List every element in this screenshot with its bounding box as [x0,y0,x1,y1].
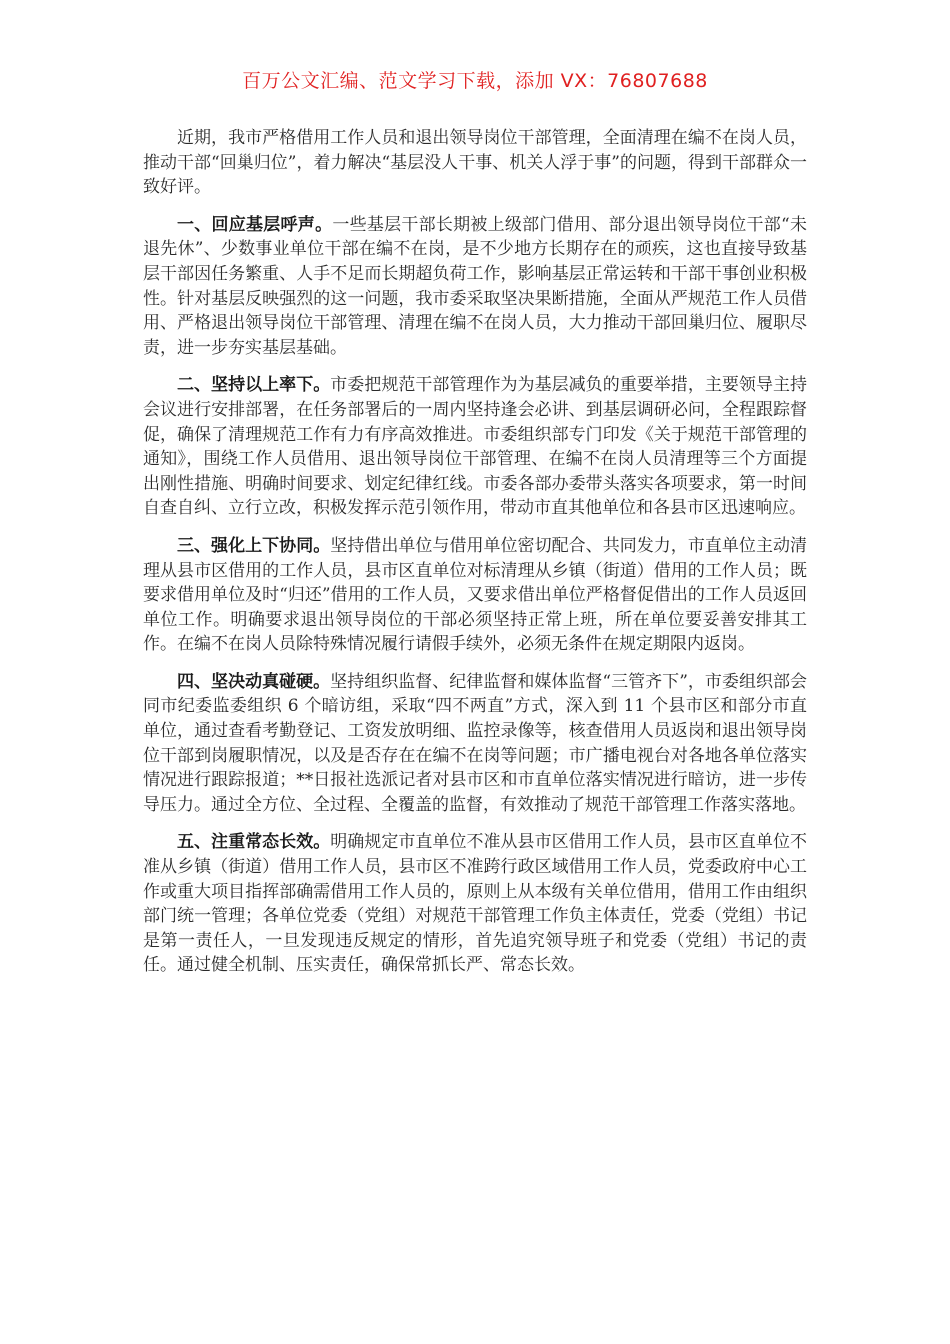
paragraph-heading: 五、注重常态长效。 [177,832,331,853]
header-banner: 百万公文汇编、范文学习下载，添加 VX：76807688 [242,70,708,92]
paragraph-section-1 [143,213,807,361]
paragraph-heading: 一、回应基层呼声。 [177,214,333,235]
paragraph-intro [143,126,807,200]
paragraph-heading: 三、强化上下协同。 [177,535,331,556]
paragraph-section-3 [143,534,807,657]
paragraph-body: 坚持借出单位与借用单位密切配合、共同发力，市直单位主动清理从县市区借用的工作人员，县市区直单位对标清理从乡镇（街道）借用的工作人员；既要求借用单位及时“归还”借用的工作人员，又要求借出单位严格督促借出的工作人员返回单位工作。明确要求退出领导岗位的干部必须坚持正常上班，所在单位要妥善安排其工作。在编不在岗人员除特殊情况履行请假手续外，必须无条件在规定期限内返岗。 [143,535,807,655]
paragraph-section-2 [143,373,807,521]
paragraph-section-4 [143,670,807,818]
paragraph-body: 一些基层干部长期被上级部门借用、部分退出领导岗位干部“未退先休”、少数事业单位干部在编不在岗，是不少地方长期存在的顽疾，这也直接导致基层干部因任务繁重、人手不足而长期超负荷工作，影响基层正常运转和干部干事创业积极性。针对基层反映强烈的这一问题，我市委采取坚决果断措施，全面从严规范工作人员借用、严格退出领导岗位干部管理、清理在编不在岗人员，大力推动干部回巢归位、履职尽责，进一步夯实基层基础。 [143,214,807,358]
paragraph-section-5 [143,830,807,978]
paragraph-heading: 四、坚决动真碰硬。 [177,671,331,692]
paragraph-body: 明确规定市直单位不准从县市区借用工作人员，县市区直单位不准从乡镇（街道）借用工作人员，县市区不准跨行政区域借用工作人员，党委政府中心工作或重大项目指挥部确需借用工作人员的，原则上从本级有关单位借用，借用工作由组织部门统一管理；各单位党委（党组）对规范干部管理工作负主体责任，党委（党组）书记是第一责任人，一旦发现违反规定的情形，首先追究领导班子和党委（党组）书记的责任。通过健全机制、压实责任，确保常抓长严、常态长效。 [143,832,807,976]
paragraph-body: 近期，我市严格借用工作人员和退出领导岗位干部管理，全面清理在编不在岗人员，推动干部“回巢归位”，着力解决“基层没人干事、机关人浮于事”的问题，得到干部群众一致好评。 [143,128,807,198]
paragraph-heading: 二、坚持以上率下。 [177,375,331,396]
paragraph-body: 坚持组织监督、纪律监督和媒体监督“三管齐下”，市委组织部会同市纪委监委组织 6 个暗访组，采取“四不两直”方式，深入到 11 个县市区和部分市直单位，通过查看考勤登记、工资发放明细、监控录像等，核查借用人员返岗和退出领导岗位干部到岗履职情况，以及是否存在在编不在岗等问题；市广播电视台对各地各单位落实情况进行跟踪报道；**日报社选派记者对县市区和市直单位落实情况进行暗访，进一步传导压力。通过全方位、全过程、全覆盖的监督，有效推动了规范干部管理工作落实落地。 [143,671,807,815]
paragraph-body: 市委把规范干部管理作为为基层减负的重要举措，主要领导主持会议进行安排部署，在任务部署后的一周内坚持逢会必讲、到基层调研必问，全程跟踪督促，确保了清理规范工作有力有序高效推进。市委组织部专门印发《关于规范干部管理的通知》，围绕工作人员借用、退出领导岗位干部管理、在编不在岗人员清理等三个方面提出刚性措施、明确时间要求、划定纪律红线。市委各部办委带头落实各项要求，第一时间自查自纠、立行立改，积极发挥示范引领作用，带动市直其他单位和各县市区迅速响应。 [143,375,807,519]
document-body [143,126,807,991]
